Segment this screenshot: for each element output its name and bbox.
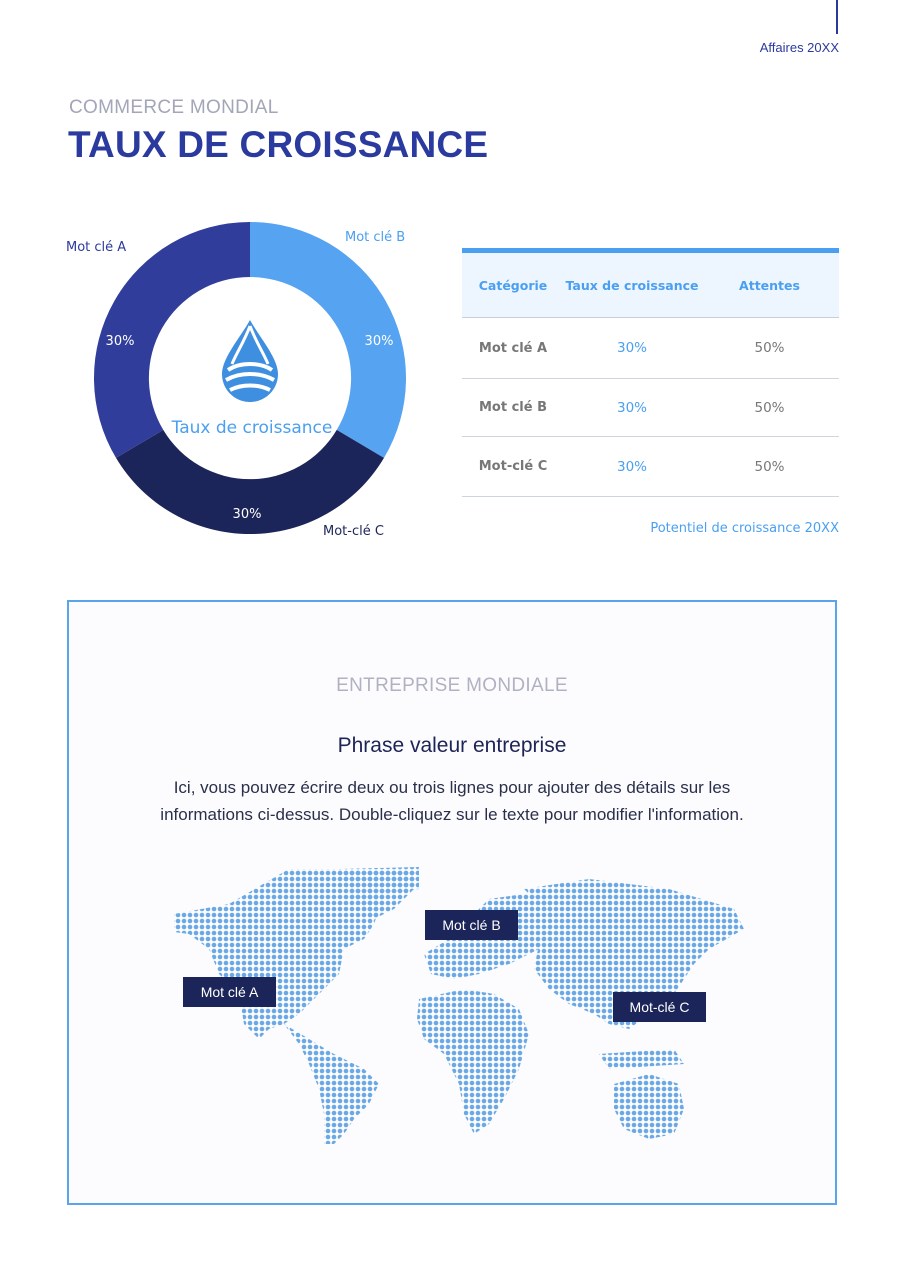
company-value-title: Phrase valeur entreprise	[337, 734, 567, 757]
section-eyebrow: COMMERCE MONDIAL	[69, 97, 279, 118]
map-tag-a: Mot clé A	[183, 977, 276, 1007]
header-label: Affaires 20XX	[759, 40, 839, 55]
table-cell-rate: 30%	[616, 399, 647, 416]
table-caption: Potentiel de croissance 20XX	[650, 521, 839, 536]
table-row	[462, 318, 839, 379]
table-header-category: Catégorie	[478, 277, 548, 293]
map-australia	[614, 1074, 684, 1139]
table-cell-expected: 50%	[754, 399, 785, 416]
table-cell-category: Mot clé A	[478, 340, 548, 356]
map-tag-c: Mot-clé C	[613, 992, 706, 1022]
company-section	[67, 600, 837, 1205]
donut-percent-a: 30%	[105, 334, 135, 349]
map-south-america	[284, 1024, 379, 1144]
page-title: TAUX DE CROISSANCE	[68, 124, 489, 165]
table-header-rate: Taux de croissance	[565, 277, 699, 293]
table-row	[462, 437, 839, 497]
donut-label-b: Mot clé B	[345, 230, 406, 245]
table-cell-expected: 50%	[754, 458, 785, 475]
table-header-row	[462, 253, 839, 318]
table-cell-rate: 30%	[616, 458, 647, 475]
header-divider	[836, 0, 838, 34]
donut-percent-c: 30%	[232, 507, 262, 522]
donut-center-label: Taux de croissance	[171, 418, 333, 438]
donut-percent-b: 30%	[364, 334, 394, 349]
table-cell-expected: 50%	[754, 340, 785, 356]
donut-chart	[90, 218, 410, 538]
growth-table	[462, 248, 839, 497]
water-drop-icon	[222, 320, 278, 402]
table-cell-category: Mot clé B	[478, 400, 548, 415]
company-eyebrow: ENTREPRISE MONDIALE	[336, 675, 568, 696]
company-description-line: Ici, vous pouvez écrire deux ou trois lignes pour ajouter des détails sur les	[173, 778, 731, 797]
map-tag-b: Mot clé B	[425, 910, 518, 940]
table-cell-category: Mot-clé C	[478, 459, 548, 474]
donut-label-a: Mot clé A	[66, 240, 127, 255]
map-islands	[599, 1049, 684, 1069]
company-description-line: informations ci-dessus. Double-cliquez sur le texte pour modifier l'information.	[160, 805, 744, 824]
map-africa	[417, 989, 529, 1134]
table-cell-rate: 30%	[616, 340, 647, 356]
table-header-expected: Attentes	[739, 277, 800, 293]
table-row	[462, 379, 839, 437]
company-description	[109, 774, 795, 828]
donut-label-c: Mot-clé C	[323, 524, 384, 539]
